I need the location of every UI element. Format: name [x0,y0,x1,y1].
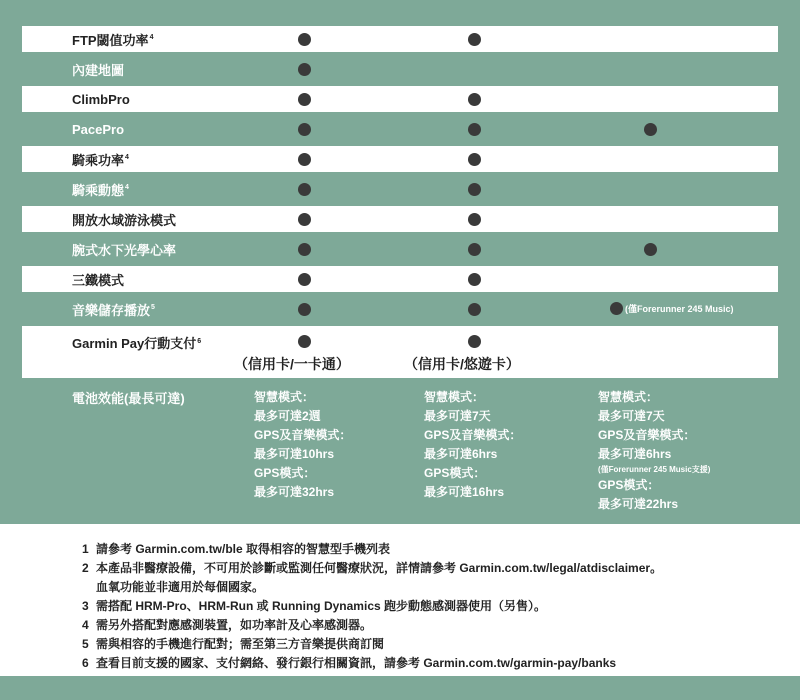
feature-label: ClimbPro [72,91,130,107]
footnotes-panel [0,524,800,676]
filled-dot-icon [298,273,311,286]
battery-line: GPS模式： [424,466,486,480]
filled-dot-icon [468,213,481,226]
battery-line: 最多可達10hrs [254,447,335,461]
filled-dot-icon [298,243,311,256]
feature-row-underwater-hr [22,236,778,262]
battery-line: GPS模式： [254,466,316,480]
filled-dot-icon [468,123,481,136]
filled-dot-icon [468,153,481,166]
filled-dot-icon [298,93,311,106]
feature-row-climbpro [22,86,778,112]
battery-line: 智慧模式： [598,390,659,404]
battery-line: GPS及音樂模式： [254,428,352,442]
battery-col2 [424,388,521,502]
filled-dot-icon [298,123,311,136]
filled-dot-icon [468,183,481,196]
battery-line: GPS及音樂模式： [424,428,522,442]
footnote: 6 查看目前支援的國家、支付網絡、發行銀行相關資訊，請參考 Garmin.com.tw/garmin-pay/banks [82,656,617,670]
battery-note: (僅Forerunner 245 Music支援) [598,465,711,474]
filled-dot-icon [468,335,481,348]
feature-label: FTP閾值功率$^4$ [72,32,154,48]
filled-dot-icon [298,335,311,348]
filled-dot-icon [644,123,657,136]
footnote: 4 需另外搭配對應感測裝置，如功率計及心率感測器。 [82,618,373,632]
feature-row-triathlon [22,266,778,292]
feature-row-open-water [22,206,778,232]
battery-line: 最多可達2週 [254,409,321,423]
battery-col1 [254,388,351,502]
filled-dot-icon [298,213,311,226]
footnote: 3 需搭配 HRM-Pro、HRM-Run 或 Running Dynamics 跑步動態感測器使用（另售）。 [82,599,546,613]
battery-col3 [598,388,710,514]
feature-label: 騎乘功率$^4$ [72,152,129,168]
pay-col2-note: （信用卡/悠遊卡） [404,356,520,372]
battery-line: 最多可達16hrs [424,485,505,499]
feature-row-cycling-power [22,146,778,172]
battery-label: 電池效能(最長可達) [72,391,185,406]
battery-line: 最多可達6hrs [598,447,672,461]
feature-label: 腕式水下光學心率 [72,242,177,258]
feature-label: 內建地圖 [72,62,125,78]
battery-line: 最多可達32hrs [254,485,335,499]
feature-row-pacepro [22,116,778,142]
feature-row-cycling-dynamics [22,176,778,202]
filled-dot-icon [298,33,311,46]
battery-line: 智慧模式： [254,390,315,404]
pay-col1-note: （信用卡/一卡通） [234,356,350,372]
feature-label: Garmin Pay行動支付$^6$ [72,336,202,351]
music-note: (僅Forerunner 245 Music) [610,302,734,315]
feature-row-builtin-maps [22,56,778,82]
battery-line: 最多可達6hrs [424,447,498,461]
feature-row-garmin-pay [22,326,778,378]
battery-line: GPS及音樂模式： [598,428,696,442]
battery-line: 最多可達7天 [424,409,491,423]
footnote: 2 本產品非醫療設備，不可用於診斷或監測任何醫療狀況，詳情請參考 Garmin.com.tw/legal/atdisclaimer。 [82,561,663,575]
battery-line: GPS模式： [598,478,660,492]
filled-dot-icon [298,63,311,76]
feature-label: 開放水域游泳模式 [72,212,177,228]
filled-dot-icon [468,273,481,286]
footnote: 1 請參考 Garmin.com.tw/ble 取得相容的智慧型手機列表 [82,542,391,556]
feature-label: 音樂儲存播放$^5$ [72,302,155,318]
filled-dot-icon [298,153,311,166]
filled-dot-icon [298,303,311,316]
battery-line: 最多可達7天 [598,409,665,423]
filled-dot-icon [468,243,481,256]
footnote: 5 需與相容的手機進行配對；需至第三方音樂提供商訂閱 [82,637,385,651]
filled-dot-icon [610,302,623,315]
battery-line: 智慧模式： [424,390,485,404]
feature-label: PacePro [72,121,125,137]
feature-row-music [22,296,778,322]
filled-dot-icon [468,303,481,316]
filled-dot-icon [298,183,311,196]
filled-dot-icon [644,243,657,256]
filled-dot-icon [468,33,481,46]
footnote: 血氧功能並非適用於每個國家。 [96,580,265,594]
feature-row-ftp [22,26,778,52]
battery-line: 最多可達22hrs [598,497,679,511]
filled-dot-icon [468,93,481,106]
feature-label: 騎乘動態$^4$ [72,182,129,198]
feature-label: 三鐵模式 [72,272,125,288]
